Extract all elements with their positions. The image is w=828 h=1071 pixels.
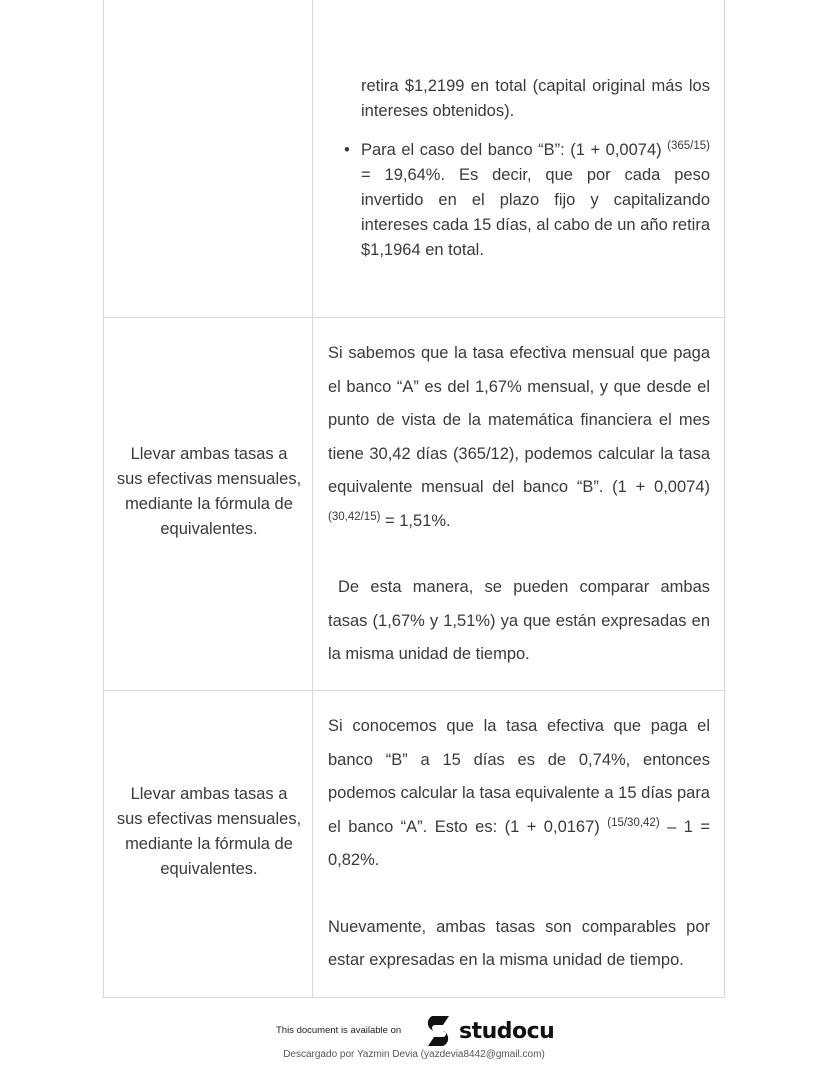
exponent: (30,42/15) [328,510,381,523]
bullet-bank-b: • Para el caso del banco “B”: (1 + 0,0074) $^{(365/15)}$ = 19,64%. Es decir, que por cada peso invertido en el plazo fijo y capitalizando intereses cada 15 días, al cabo de un año retira $1,1964 en total. [344,140,710,259]
exponent: (15/30,42) [607,816,660,829]
column-divider [312,0,313,997]
row3-description: Llevar ambas tasas a sus efectivas mensuales, mediante la fórmula de equivalentes. [116,785,302,878]
bullet-bank-a-tail: retira $1,2199 en total (capital original más los intereses obtenidos). [361,77,710,120]
row3-content [328,710,710,978]
available-on-text: This document is available on [276,1025,402,1036]
content-table [103,0,725,998]
studocu-logo-icon [423,1015,455,1047]
row3-paragraph-1: Si conocemos que la tasa efectiva que paga el banco “B” a 15 días es de 0,74%, entonces podemos calcular la tasa equivalente a 15 días para el banco “A”. Esto es: (1 + 0,0167) $^{(15/30,42)}$ – 1 = 0,82%. [328,717,710,869]
row2-paragraph-1: Si sabemos que la tasa efectiva mensual que paga el banco “A” es del 1,67% mensual, y que desde el punto de vista de la matemática financiera el mes tiene 30,42 días (365/12), podemos calcular la tasa equivalente mensual del banco “B”. (1 + 0,0074) $^{(30,42/15)}$ = 1,51%. [328,344,710,530]
studocu-wordmark: studocu [459,1018,555,1044]
studocu-logo[interactable] [423,1015,554,1047]
row-divider [104,690,724,691]
row2-description: Llevar ambas tasas a sus efectivas mensuales, mediante la fórmula de equivalentes. [116,445,302,538]
exponent: (365/15) [667,140,710,152]
row-divider [104,317,724,318]
row3-paragraph-2: Nuevamente, ambas tasas son comparables por estar expresadas en la misma unidad de tiempo. [328,917,710,969]
bullet-dot: • [344,141,350,159]
row1-content [328,74,710,263]
downloaded-by-text: Descargado por Yazmin Devia (yazdevia8442@gmail.com) [283,1049,545,1060]
row2-paragraph-2: De esta manera, se pueden comparar ambas tasas (1,67% y 1,51%) ya que están expresadas en la misma unidad de tiempo. [328,578,710,663]
row2-content [328,337,710,672]
